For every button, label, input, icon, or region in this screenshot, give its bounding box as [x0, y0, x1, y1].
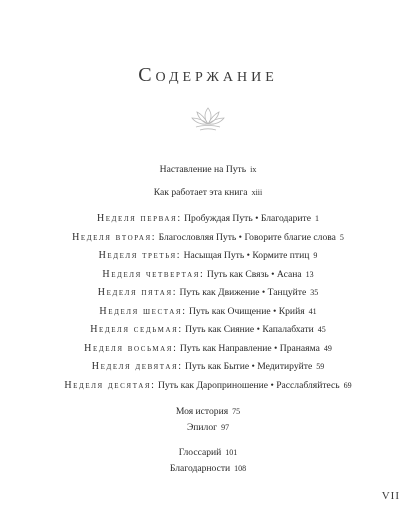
entry-page: ix — [250, 165, 257, 174]
week-label: Неделя девятая: — [91, 361, 183, 372]
entry-page: 69 — [343, 380, 352, 390]
entry-title: Путь как Очищение • Крийя — [189, 305, 305, 317]
toc-week-7 — [0, 324, 416, 335]
toc-entry-preface — [0, 164, 416, 175]
page-title: Содержание — [138, 64, 278, 86]
entry-title: Как работает эта книга — [153, 187, 248, 198]
toc-week-1 — [0, 213, 416, 224]
toc-week-8 — [0, 343, 416, 354]
entry-title: Путь как Дароприношение • Расслабляйтесь — [157, 379, 340, 391]
week-label: Неделя первая: — [96, 213, 182, 224]
entry-page: 108 — [234, 464, 247, 473]
lotus-flower-icon — [190, 104, 226, 132]
week-label: Неделя десятая: — [64, 379, 156, 391]
entry-page: 59 — [316, 362, 325, 371]
toc-week-2 — [0, 232, 416, 243]
week-label: Неделя восьмая: — [84, 342, 178, 354]
entry-page: 101 — [225, 448, 238, 457]
entry-page: 1 — [315, 214, 320, 223]
entry-page: 75 — [232, 407, 241, 416]
page-number: VII — [381, 490, 400, 502]
entry-title: Благословляя Путь • Говорите благие слова — [158, 231, 336, 243]
entry-title: Путь как Движение • Танцуйте — [179, 287, 307, 298]
toc-week-6 — [0, 306, 416, 317]
entry-page: 49 — [323, 343, 332, 353]
toc-week-9 — [0, 361, 416, 372]
entry-title: Путь как Сияние • Капалабхати — [185, 324, 314, 335]
entry-title: Путь как Связь • Асана — [206, 268, 302, 280]
entry-page: 5 — [339, 232, 344, 242]
entry-page: 45 — [317, 325, 326, 334]
entry-page: 97 — [221, 423, 230, 432]
toc-entry-my-story — [0, 406, 416, 417]
entry-title: Наставление на Путь — [159, 164, 247, 175]
entry-page: 35 — [310, 288, 319, 297]
entry-title: Путь как Бытие • Медитируйте — [185, 361, 313, 372]
toc-entry-acknowledgements — [0, 463, 416, 474]
entry-title: Благодарности — [169, 463, 231, 474]
entry-page: 9 — [313, 251, 318, 260]
entry-title: Глоссарий — [178, 447, 222, 458]
entry-title: Путь как Направление • Пранаяма — [179, 342, 320, 354]
entry-page: 41 — [308, 306, 317, 316]
entry-title: Пробуждая Путь • Благодарите — [184, 213, 312, 224]
toc-entry-epilogue — [0, 422, 416, 433]
week-label: Неделя третья: — [98, 250, 182, 261]
week-label: Неделя четвертая: — [102, 268, 205, 280]
entry-title: Эпилог — [186, 422, 218, 433]
entry-page: 13 — [305, 269, 314, 279]
toc-entry-glossary — [0, 447, 416, 458]
toc-week-3 — [0, 250, 416, 261]
week-label: Неделя седьмая: — [90, 324, 183, 335]
entry-title: Моя история — [175, 406, 229, 417]
toc-entry-how-it-works — [0, 187, 416, 198]
toc-week-5 — [0, 287, 416, 298]
toc-week-10 — [0, 380, 416, 391]
week-label: Неделя шестая: — [99, 305, 187, 317]
toc-week-4 — [0, 269, 416, 280]
entry-title: Насыщая Путь • Кормите птиц — [183, 250, 310, 261]
week-label: Неделя пятая: — [97, 287, 178, 298]
entry-page: xiii — [251, 188, 263, 197]
week-label: Неделя вторая: — [72, 231, 157, 243]
